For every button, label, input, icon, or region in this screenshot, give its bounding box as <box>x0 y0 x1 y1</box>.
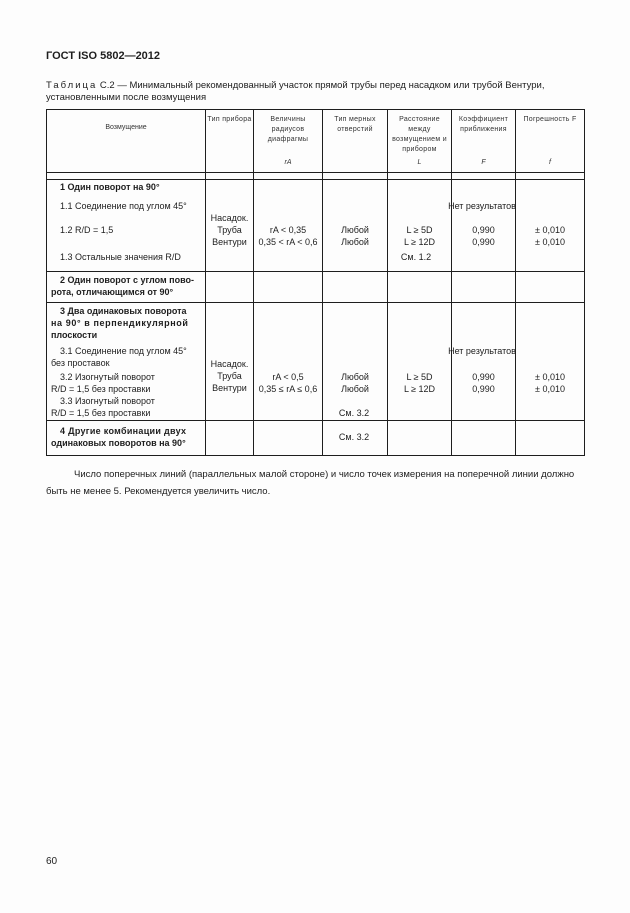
header-error-symbol: f <box>549 159 551 166</box>
header-disturbance-label: Возмущение <box>105 124 147 131</box>
row-3-2-label-line2: R/D = 1,5 без проставки <box>51 384 151 394</box>
distance-value: L ≥ 12D <box>403 237 436 247</box>
error-value: ± 0,010 <box>535 225 565 235</box>
table-caption <box>46 80 586 104</box>
requirements-table <box>46 109 585 456</box>
row-1-1-label: 1.1 Соединение под углом 45° <box>60 201 187 211</box>
device-line: Труба <box>217 225 242 235</box>
group-2-title-line2: рота, отличающимся от 90° <box>51 287 174 297</box>
table-row-group-3 <box>47 303 585 421</box>
header-distance-symbol: L <box>417 159 422 166</box>
error-value: ± 0,010 <box>535 384 565 394</box>
holes-value: Любой <box>341 372 369 382</box>
header-distance-label: Расстояние между возмущением и прибором <box>392 116 447 153</box>
coef-value: 0,990 <box>472 372 495 382</box>
caption-text: — Минимальный рекомендованный участок прямой трубы перед насадком или трубой Вентури, <box>114 80 545 91</box>
header-coef <box>452 110 516 173</box>
row-3-1-result: Нет результатов <box>448 346 516 356</box>
coef-value: 0,990 <box>472 225 495 235</box>
table-header-row <box>47 110 585 173</box>
header-device <box>206 110 254 173</box>
header-disturbance <box>47 110 206 173</box>
coef-value: 0,990 <box>472 237 495 247</box>
group-3-disturbance <box>47 303 206 421</box>
distance-value: L ≥ 5D <box>406 372 433 382</box>
document-header: ГОСТ ISO 5802—2012 <box>46 50 161 62</box>
group-3-coef <box>448 303 516 421</box>
group-4-title: 4 Другие комбинации двух <box>60 426 187 436</box>
group-3-title: 3 Два одинаковых поворота <box>60 306 187 316</box>
header-radius-symbol: rA <box>284 159 292 166</box>
note-paragraph: Число поперечных линий (параллельных малой стороне) и число точек измерения на поперечной линии должно быть не менее 5. Рекомендуется увеличить число. <box>46 469 575 497</box>
row-1-1-result: Нет результатов <box>448 201 516 211</box>
holes-value: Любой <box>341 237 369 247</box>
holes-value: Любой <box>341 225 369 235</box>
header-device-label: Тип прибора <box>207 116 252 123</box>
group-1-title: 1 Один поворот на 90° <box>60 182 160 192</box>
header-error-label: Погрешность F <box>523 116 577 123</box>
header-error <box>516 110 585 173</box>
table-row-group-4 <box>47 421 585 456</box>
device-line: Насадок. <box>210 213 249 223</box>
distance-value: L ≥ 5D <box>406 225 433 235</box>
group-2-title: 2 Один поворот с углом пово- <box>60 275 195 285</box>
group-4-title-line2: одинаковых поворотов на 90° <box>51 438 186 448</box>
row-3-1-label-line2: без проставок <box>51 358 110 368</box>
device-line: Вентури <box>212 383 247 393</box>
table-row-group-1 <box>47 180 585 272</box>
row-3-1-label: 3.1 Соединение под углом 45° <box>60 346 187 356</box>
group-3-holes <box>323 303 388 421</box>
header-coef-symbol: F <box>481 159 486 166</box>
header-holes-label: Тип мерных отверстий <box>334 116 376 133</box>
row-1-3-reference: См. 1.2 <box>400 252 432 262</box>
row-3-3-reference: См. 3.2 <box>338 408 370 418</box>
device-line: Вентури <box>212 237 247 247</box>
row-1-3-label: 1.3 Остальные значения R/D <box>60 252 181 262</box>
group-1-disturbance <box>47 180 206 272</box>
radius-value: rA < 0,5 <box>272 372 304 382</box>
group-4-disturbance <box>47 421 206 456</box>
caption-label: Таблица <box>46 80 98 91</box>
group-3-error <box>516 303 585 421</box>
error-value: ± 0,010 <box>535 372 565 382</box>
page-number: 60 <box>46 856 58 867</box>
radius-value: 0,35 < rA < 0,6 <box>258 237 318 247</box>
group-4-reference: См. 3.2 <box>338 432 370 442</box>
holes-value: Любой <box>341 384 369 394</box>
row-3-3-label: 3.3 Изогнутый поворот <box>60 396 155 406</box>
header-holes <box>323 110 388 173</box>
header-radius <box>254 110 323 173</box>
row-3-2-label: 3.2 Изогнутый поворот <box>60 372 155 382</box>
table-row-group-2 <box>47 272 585 303</box>
radius-value: 0,35 ≤ rA ≤ 0,6 <box>258 384 318 394</box>
coef-value: 0,990 <box>472 384 495 394</box>
row-1-2-label: 1.2 R/D = 1,5 <box>60 225 114 235</box>
group-3-title-line3: плоскости <box>51 330 98 340</box>
header-spacer-row <box>47 173 585 180</box>
header-distance <box>388 110 452 173</box>
group-4-radius <box>254 421 370 456</box>
header-coef-label: Коэффициент приближения <box>458 116 509 133</box>
group-3-device <box>206 303 254 421</box>
group-2-disturbance <box>47 272 206 303</box>
device-line: Труба <box>217 371 242 381</box>
radius-value: rA < 0,35 <box>269 225 307 235</box>
device-line: Насадок. <box>210 359 249 369</box>
distance-value: L ≥ 12D <box>403 384 436 394</box>
group-3-distance <box>388 303 452 421</box>
header-radius-label: Величины радиусов диафрагмы <box>267 116 309 143</box>
caption-text-line2: установленными после возмущения <box>46 92 207 103</box>
group-3-title-line2: на 90° в перпендикулярной <box>51 318 189 328</box>
error-value: ± 0,010 <box>535 237 565 247</box>
row-3-3-label-line2: R/D = 1,5 без проставки <box>51 408 151 418</box>
caption-number: С.2 <box>99 80 115 91</box>
